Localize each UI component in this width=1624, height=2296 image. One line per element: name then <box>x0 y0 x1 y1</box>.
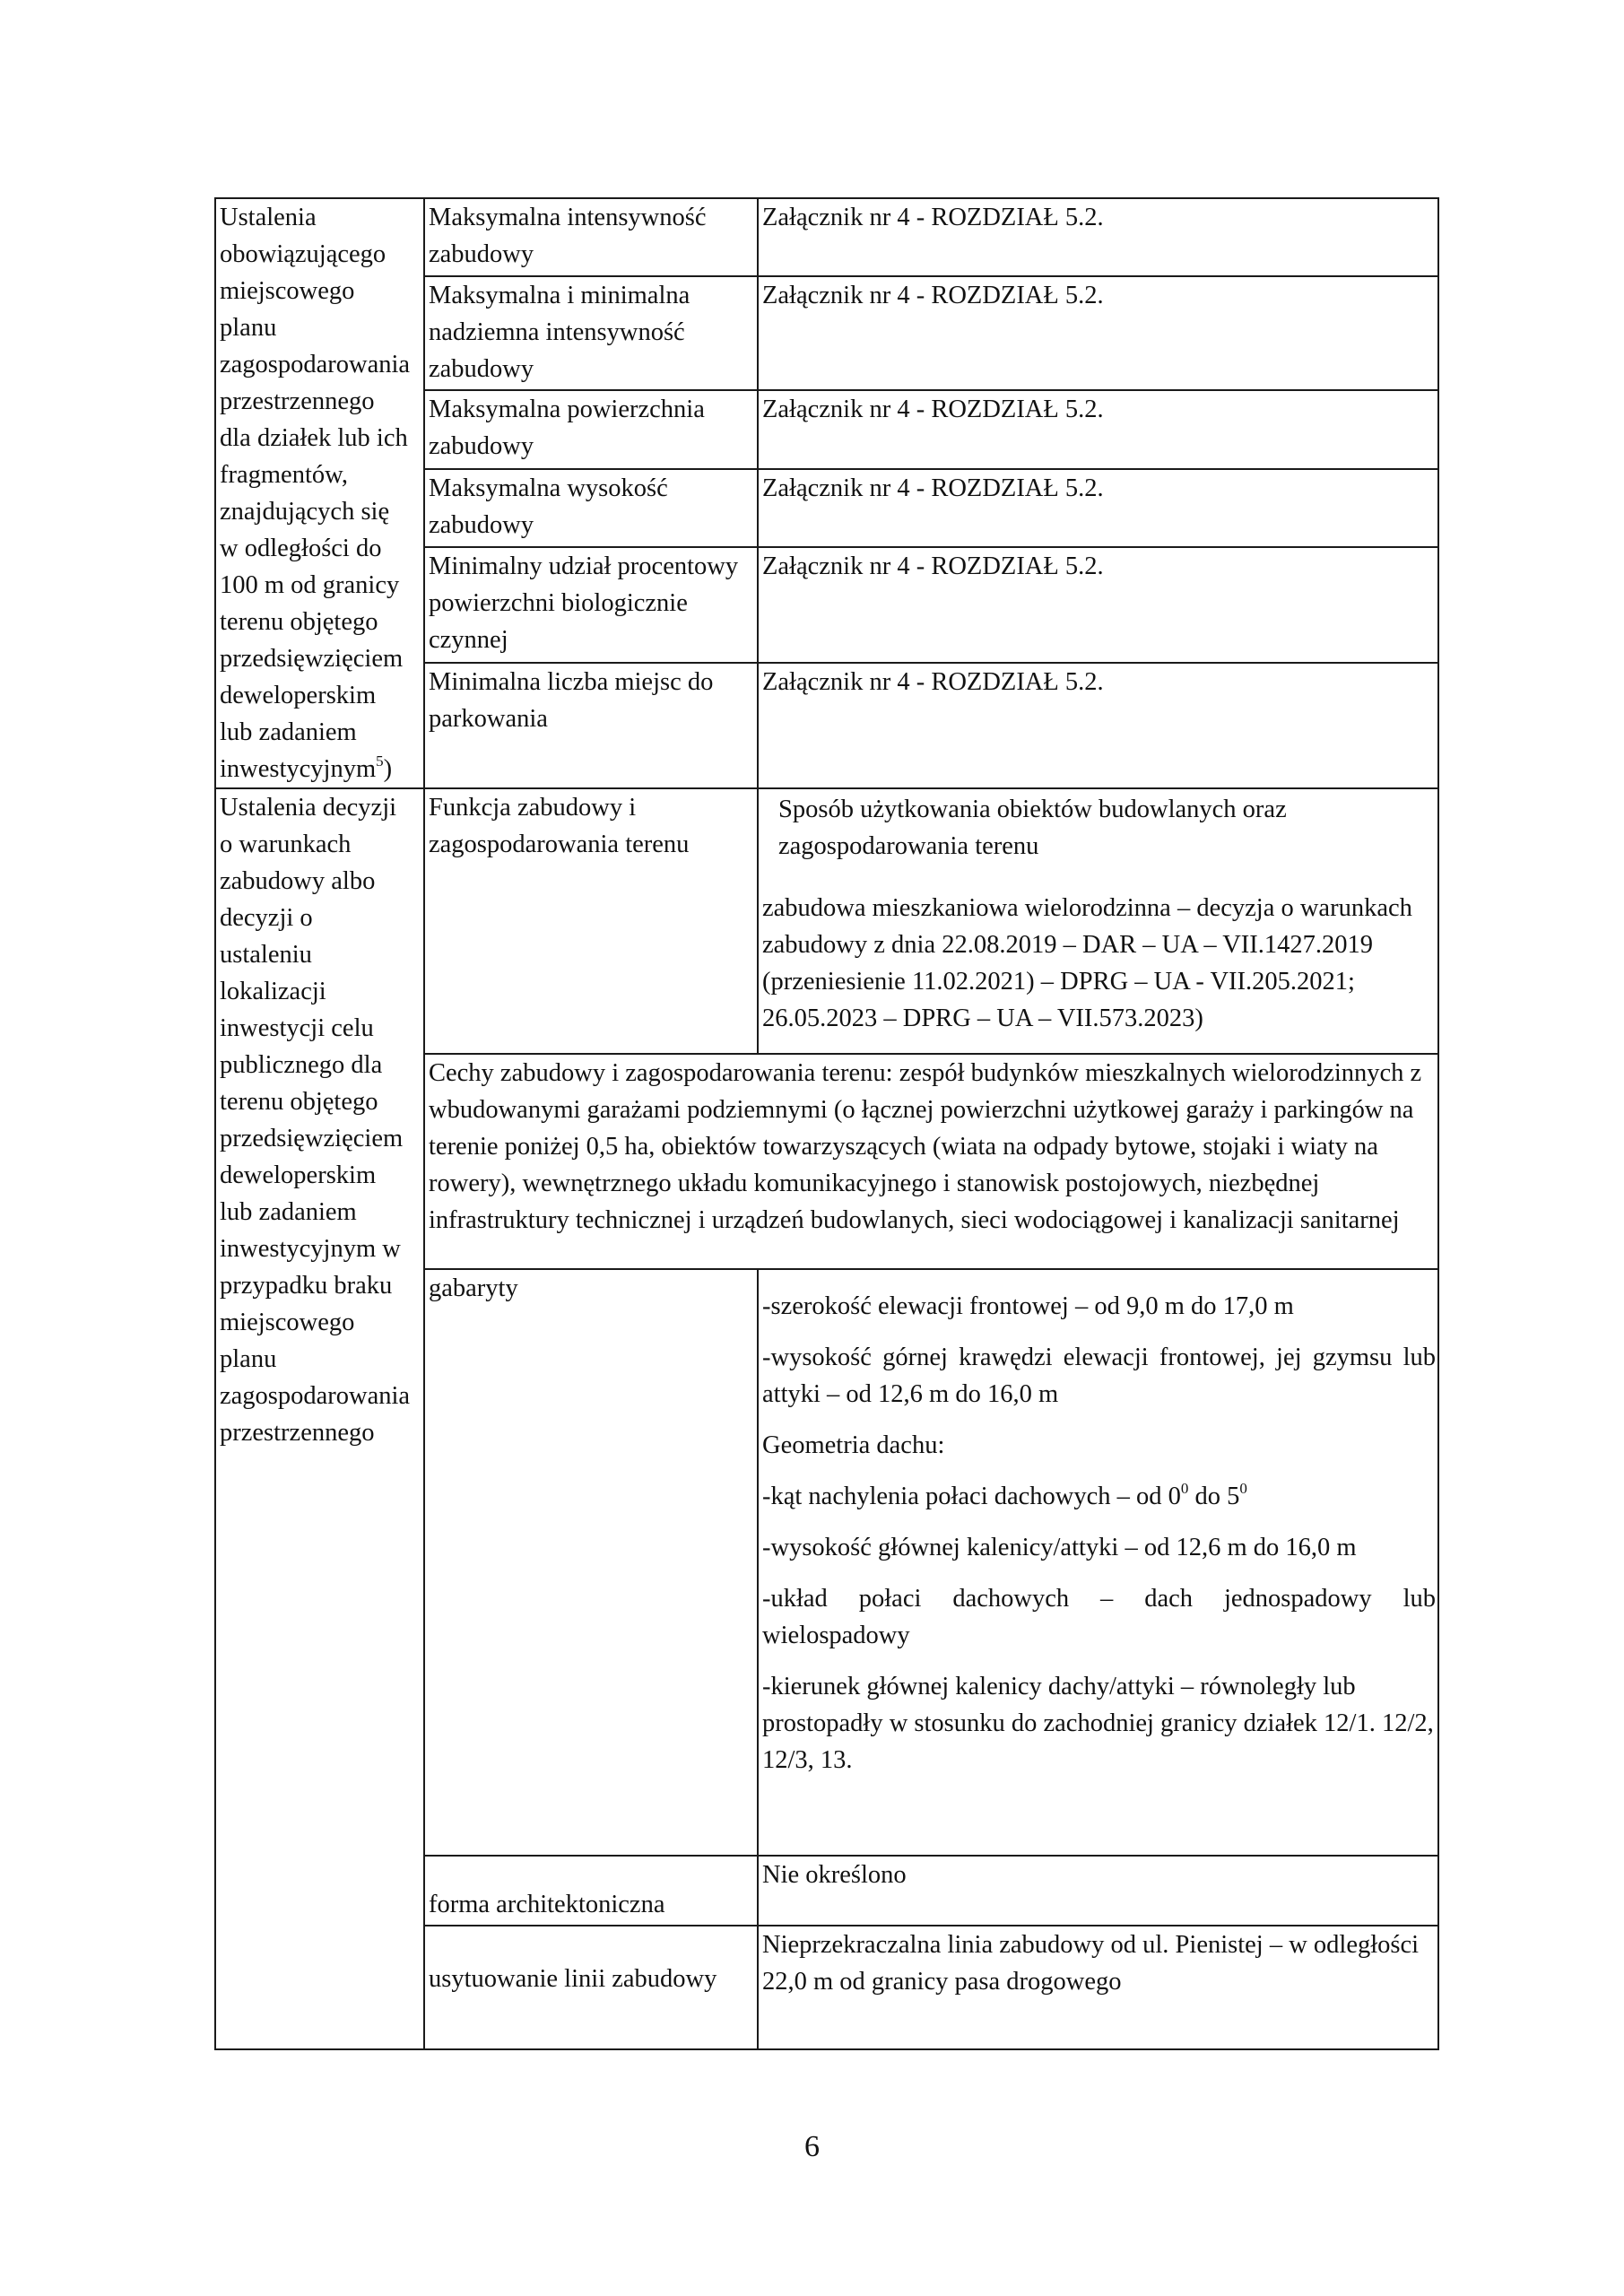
row-value: Załącznik nr 4 - ROZDZIAŁ 5.2. <box>758 663 1438 788</box>
row-label: Minimalny udział procentowy powierzchni biologicznie czynnej <box>424 547 758 663</box>
row-value: Załącznik nr 4 - ROZDZIAŁ 5.2. <box>758 198 1438 276</box>
row-value: Załącznik nr 4 - ROZDZIAŁ 5.2. <box>758 547 1438 663</box>
section2-header-cell <box>215 788 424 2049</box>
funkcja-value-cell <box>758 788 1438 1054</box>
forma-value: Nie określono <box>758 1856 1438 1926</box>
gabaryty-value-cell: -szerokość elewacji frontowej – od 9,0 m do 17,0 m -wysokość górnej krawędzi elewacji frontowej, jej gzymsu lub attyki – od 12,6 m do 16,0 m Geometria dachu: -kąt nachylenia połaci dachowych – od $0^0$ do $5^0$ -wysokość głównej kalenicy/attyki – od 12,6 m do 16,0 m -układ połaci dachowych – dach jednospadowy lub wielospadowy -kierunek głównej kalenicy dachy/attyki – równoległy lub prostopadły w stosunku do zachodniej granicy działek 12/1. 12/2, 12/3, 13. <box>758 1269 1438 1856</box>
section1-header-cell <box>215 198 424 788</box>
row-label: Maksymalna i minimalna nadziemna intensywność zabudowy <box>424 276 758 390</box>
gabaryty-label: gabaryty <box>424 1269 758 1856</box>
table-row <box>215 788 1438 1054</box>
funkcja-label: Funkcja zabudowy i zagospodarowania terenu <box>424 788 758 1054</box>
funkcja-subheader: Sposób użytkowania obiektów budowlanych oraz zagospodarowania terenu <box>778 796 1287 860</box>
table-row <box>215 198 1438 276</box>
footnote-marker: 5 <box>376 752 384 770</box>
row-label: Maksymalna powierzchnia zabudowy <box>424 390 758 468</box>
section1-header: Ustalenia obowiązującego miejscowego planu zagospodarowania przestrzennego dla działek lub ich fragmentów, znajdujących się w odległości do 100 m od granicy terenu objętego przedsięwzięciem deweloperskim lub zadaniem inwestycyjnym$^5$) <box>220 204 411 783</box>
row-label: Maksymalna wysokość zabudowy <box>424 469 758 547</box>
row-label: Maksymalna intensywność zabudowy <box>424 198 758 276</box>
linia-label: usytuowanie linii zabudowy <box>424 1926 758 2049</box>
row-value: Załącznik nr 4 - ROZDZIAŁ 5.2. <box>758 276 1438 390</box>
page-number: 6 <box>804 2130 820 2163</box>
section2-header: Ustalenia decyzji o warunkach zabudowy albo decyzji o ustaleniu lokalizacji inwestycji celu publicznego dla terenu objętego przedsięwzięciem deweloperskim lub zadaniem inwestycyjnym w przypadku braku miejscowego planu zagospodarowania przestrzennego <box>220 794 411 1447</box>
linia-value: Nieprzekraczalna linia zabudowy od ul. Pienistej – w odległości 22,0 m od granicy pasa drogowego <box>758 1926 1438 2049</box>
row-value: Załącznik nr 4 - ROZDZIAŁ 5.2. <box>758 390 1438 468</box>
planning-table <box>214 197 1439 2050</box>
row-value: Załącznik nr 4 - ROZDZIAŁ 5.2. <box>758 469 1438 547</box>
funkcja-value: zabudowa mieszkaniowa wielorodzinna – decyzja o warunkach zabudowy z dnia 22.08.2019 – DAR – UA – VII.1427.2019 (przeniesienie 11.02.2021) – DPRG – UA - VII.205.2021; 26.05.2023 – DPRG – UA – VII.573.2023) <box>762 894 1412 1032</box>
cechy-cell: Cechy zabudowy i zagospodarowania terenu: zespół budynków mieszkalnych wielorodzinnych z wbudowanymi garażami podziemnymi (o łącznej powierzchni użytkowej garaży i parkingów na terenie poniżej 0,5 ha, obiektów towarzyszących (wiata na odpady bytowe, stojaki i wiaty na rowery), wewnętrznego układu komunikacyjnego i stanowisk postojowych, niezbędnej infrastruktury technicznej i urządzeń budowlanych, sieci wodociągowej i kanalizacji sanitarnej <box>424 1054 1438 1269</box>
forma-label: forma architektoniczna <box>424 1856 758 1926</box>
row-label: Minimalna liczba miejsc do parkowania <box>424 663 758 788</box>
